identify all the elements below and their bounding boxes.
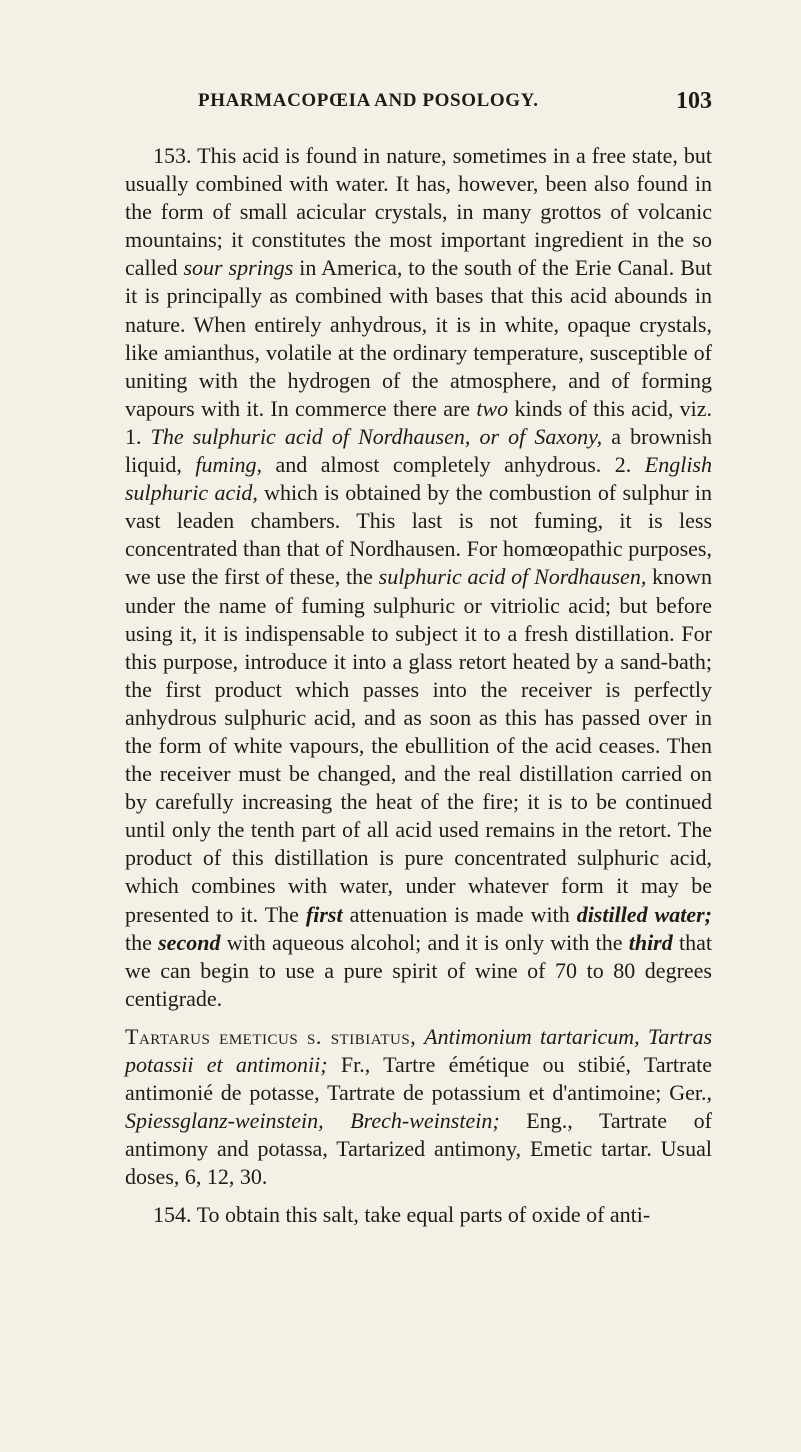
text-run: 154. To obtain this salt, take equal parts of oxide of anti- [153,1202,651,1228]
text-run: attenuation is made with [342,901,577,927]
text-run: kinds of this acid, viz. 1. [125,395,712,449]
text-run: 153. This acid is found in nature, sometimes in a free state, but usually combined with water. It has, however, been also found in the form of small acicular crystals, in many grottos of volcanic mountains; it constitutes the most important ingredient in the so called [125,143,712,281]
italic-run: two [476,395,509,421]
remedy-english-names-doses: Eng., Tartrate of antimony and potassa, Tartarized antimony, Emetic tartar. Usual doses, 6, 12, 30. [125,1108,712,1190]
bold-italic-run: third [628,929,673,955]
text-run: the [125,929,159,955]
remedy-german-names: Spiessglanz-weinstein, Brech-weinstein; [125,1108,500,1134]
page-number: 103 [676,88,712,114]
bold-italic-run: first [305,901,343,927]
italic-run: fuming, [195,452,262,478]
text-run: in America, to the south of the Erie Canal. But it is principally as combined with bases that this acid abounds in nature. When entirely anhydrous, it is in white, opaque crystals, like amianthus, volatile at the ordinary temperature, susceptible of uniting with the hydrogen of the atmosphere, and of forming vapours with it. In commerce there are [125,255,712,421]
italic-run: sulphuric acid of Nordhausen, [378,564,647,590]
remedy-french-names: Fr., Tartre émétique ou stibié, Tartrate antimonié de potasse, Tartrate de potassium et d'antimoine; Ger., [125,1052,712,1106]
remedy-latin-synonyms: Antimonium tartaricum, Tartras potassii et antimonii; [125,1023,713,1077]
paragraph-154 [125,1201,712,1229]
remedy-name: Tartarus emeticus s. stibiatus, [125,1023,417,1049]
italic-run: The sulphuric acid of Nordhausen, or of Saxony, [150,423,603,449]
bold-italic-run: second [158,929,221,955]
body-text [125,142,712,1240]
italic-run: English sulphuric acid, [125,452,712,506]
text-run: that we can begin to use a pure spirit of wine of 70 to 80 degrees centigrade. [125,929,712,1011]
text-run: which is obtained by the combustion of sulphur in vast leaden chambers. This last is not fuming, it is less concentrated than that of Nordhausen. For homœopathic purposes, we use the first of these, the [125,480,712,590]
text-run: a brownish liquid, [125,423,713,478]
paragraph-153 [125,142,712,1013]
text-run: and almost completely anhydrous. 2. [261,452,645,478]
text-run: with aqueous alcohol; and it is only with the [220,929,629,955]
remedy-entry [125,1023,712,1192]
italic-run: sour springs [183,255,294,281]
text-run: known under the name of fuming sulphuric or vitriolic acid; but before using it, it is indispensable to subject it to a fresh distillation. For this purpose, introduce it into a glass retort heated by a sand-bath; the first product which passes into the receiver is perfectly anhydrous sulphuric acid, and as soon as this has passed over in the form of white vapours, the ebullition of the acid ceases. Then the receiver must be changed, and the real distillation carried on by carefully increasing the heat of the fire; it is to be continued until only the tenth part of all acid used remains in the retort. The product of this distillation is pure concentrated sulphuric acid, which combines with water, under whatever form it may be presented to it. The [125,564,712,927]
bold-italic-run: distilled water; [576,901,713,927]
running-title: PHARMACOPŒIA AND POSOLOGY. [198,90,539,111]
running-head [125,90,712,120]
